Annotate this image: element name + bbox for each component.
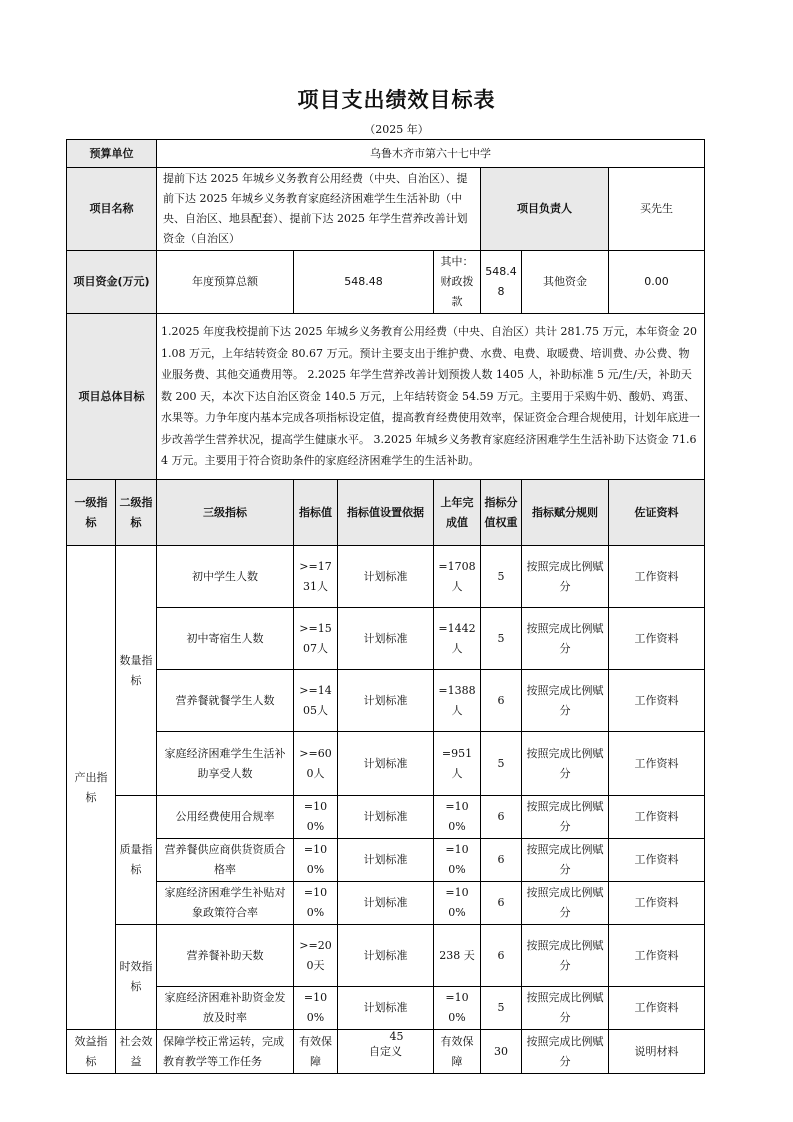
project-owner-label: 项目负责人 [481, 168, 609, 251]
header-weight: 指标分值权重 [481, 480, 522, 546]
indicator-name: 营养餐供应商供货资质合格率 [157, 839, 294, 882]
indicator-last: 238 天 [434, 925, 481, 987]
indicator-weight: 6 [481, 925, 522, 987]
indicator-rule: 按照完成比例赋分 [522, 546, 609, 608]
indicator-last: =1442人 [434, 608, 481, 670]
fiscal-allocation-value: 548.48 [481, 251, 522, 314]
performance-table [66, 139, 705, 1074]
indicator-target: >=1405人 [294, 670, 338, 732]
indicator-evidence: 工作资料 [609, 796, 705, 839]
group-quality: 质量指标 [116, 796, 157, 925]
indicator-last: =100% [434, 839, 481, 882]
project-name-value: 提前下达 2025 年城乡义务教育公用经费（中央、自治区）、提前下达 2025 年城乡义务教育家庭经济困难学生生活补助（中央、自治区、地县配套）、提前下达 2025 年学生营养改善计划资金（自治区） [157, 168, 481, 251]
indicator-target: >=200天 [294, 925, 338, 987]
group-timeliness: 时效指标 [116, 925, 157, 1030]
indicator-basis: 计划标准 [338, 882, 434, 925]
indicator-evidence: 工作资料 [609, 882, 705, 925]
indicator-rule: 按照完成比例赋分 [522, 608, 609, 670]
indicator-weight: 6 [481, 839, 522, 882]
overall-goal-row [67, 314, 705, 480]
indicator-name: 保障学校正常运转，完成教育教学等工作任务 [157, 1030, 294, 1074]
indicator-basis: 计划标准 [338, 796, 434, 839]
indicator-last: =100% [434, 987, 481, 1030]
indicator-last: =100% [434, 796, 481, 839]
indicator-rule: 按照完成比例赋分 [522, 987, 609, 1030]
header-level2: 二级指标 [116, 480, 157, 546]
other-funds-value: 0.00 [609, 251, 705, 314]
indicator-target: >=1731人 [294, 546, 338, 608]
indicator-rule: 按照完成比例赋分 [522, 925, 609, 987]
budget-unit-label: 预算单位 [67, 140, 157, 168]
indicator-rule: 按照完成比例赋分 [522, 796, 609, 839]
table-row [67, 839, 705, 882]
indicator-evidence: 工作资料 [609, 670, 705, 732]
indicator-weight: 5 [481, 608, 522, 670]
project-name-label: 项目名称 [67, 168, 157, 251]
indicator-header-row [67, 480, 705, 546]
table-row [67, 670, 705, 732]
indicator-last: =1708人 [434, 546, 481, 608]
indicator-target: >=1507人 [294, 608, 338, 670]
indicator-target: 有效保障 [294, 1030, 338, 1074]
indicator-evidence: 工作资料 [609, 925, 705, 987]
page-number: 45 [389, 1030, 404, 1043]
indicator-weight: 5 [481, 987, 522, 1030]
indicator-rule: 按照完成比例赋分 [522, 839, 609, 882]
indicator-basis: 自定义 [338, 1030, 434, 1074]
indicator-last: =1388人 [434, 670, 481, 732]
indicator-basis: 计划标准 [338, 925, 434, 987]
indicator-name: 家庭经济困难补助资金发放及时率 [157, 987, 294, 1030]
group-quantity: 数量指标 [116, 546, 157, 796]
indicator-name: 家庭经济困难学生生活补助享受人数 [157, 732, 294, 796]
table-row [67, 882, 705, 925]
indicator-rule: 按照完成比例赋分 [522, 882, 609, 925]
indicator-basis: 计划标准 [338, 732, 434, 796]
indicator-target: =100% [294, 882, 338, 925]
fiscal-allocation-label: 其中：财政拨款 [434, 251, 481, 314]
indicator-name: 家庭经济困难学生补贴对象政策符合率 [157, 882, 294, 925]
indicator-weight: 30 [481, 1030, 522, 1074]
overall-goal-label: 项目总体目标 [67, 314, 157, 480]
indicator-last: =100% [434, 882, 481, 925]
header-level1: 一级指标 [67, 480, 116, 546]
indicator-weight: 6 [481, 796, 522, 839]
indicator-rule: 按照完成比例赋分 [522, 670, 609, 732]
table-row [67, 546, 705, 608]
indicator-weight: 6 [481, 670, 522, 732]
page-title: 项目支出绩效目标表 [297, 88, 496, 112]
table-row [67, 608, 705, 670]
table-row [67, 987, 705, 1030]
indicator-name: 初中学生人数 [157, 546, 294, 608]
indicator-basis: 计划标准 [338, 987, 434, 1030]
indicator-target: =100% [294, 839, 338, 882]
group-benefit: 效益指标 [67, 1030, 116, 1074]
indicator-evidence: 工作资料 [609, 608, 705, 670]
group-output: 产出指标 [67, 546, 116, 1030]
indicator-target: =100% [294, 796, 338, 839]
year-label: （2025 年） [364, 123, 429, 136]
indicator-name: 公用经费使用合规率 [157, 796, 294, 839]
indicator-weight: 6 [481, 882, 522, 925]
table-row [67, 925, 705, 987]
overall-goal-text: 1.2025 年度我校提前下达 2025 年城乡义务教育公用经费（中央、自治区）共计 281.75 万元，本年资金 201.08 万元，上年结转资金 80.67 万元。预计主要支出于维护费、水费、电费、取暖费、培训费、办公费、物业服务费、其他交通费用等。 2.2025 年学生营养改善计划预拨人数 1405 人，补助标准 5 元/生/天，补助天数 200 天，本次下达自治区资金 140.5 万元，上年结转资金 54.59 万元。主要用于采购牛奶、酸奶、鸡蛋、水果等。力争年度内基本完成各项指标设定值，提高教育经费使用效率，保证资金合理合规使用，计划年底进一步改善学生营养状况，提高学生健康水平。 3.2025 年城乡义务教育家庭经济困难学生生活补助下达资金 71.64 万元。主要用于符合资助条件的家庭经济困难学生的生活补助。 [157, 314, 705, 480]
indicator-name: 营养餐就餐学生人数 [157, 670, 294, 732]
indicator-basis: 计划标准 [338, 608, 434, 670]
indicator-rule: 按照完成比例赋分 [522, 732, 609, 796]
other-funds-label: 其他资金 [522, 251, 609, 314]
indicator-evidence: 工作资料 [609, 732, 705, 796]
group-social: 社会效益 [116, 1030, 157, 1074]
indicator-rule: 按照完成比例赋分 [522, 1030, 609, 1074]
header-last-year: 上年完成值 [434, 480, 481, 546]
indicator-evidence: 工作资料 [609, 546, 705, 608]
header-target: 指标值 [294, 480, 338, 546]
indicator-weight: 5 [481, 546, 522, 608]
table-row [67, 732, 705, 796]
header-level3: 三级指标 [157, 480, 294, 546]
indicator-name: 营养餐补助天数 [157, 925, 294, 987]
project-funds-label: 项目资金(万元) [67, 251, 157, 314]
table-row [67, 796, 705, 839]
header-evidence: 佐证资料 [609, 480, 705, 546]
indicator-last: =951人 [434, 732, 481, 796]
indicator-evidence: 工作资料 [609, 839, 705, 882]
indicator-basis: 计划标准 [338, 546, 434, 608]
indicator-name: 初中寄宿生人数 [157, 608, 294, 670]
project-funds-row [67, 251, 705, 314]
project-name-row [67, 168, 705, 251]
budget-unit-value: 乌鲁木齐市第六十七中学 [157, 140, 705, 168]
indicator-weight: 5 [481, 732, 522, 796]
indicator-last: 有效保障 [434, 1030, 481, 1074]
indicator-evidence: 说明材料 [609, 1030, 705, 1074]
indicator-basis: 计划标准 [338, 670, 434, 732]
indicator-target: =100% [294, 987, 338, 1030]
indicator-target: >=600人 [294, 732, 338, 796]
annual-budget-value: 548.48 [294, 251, 434, 314]
indicator-basis: 计划标准 [338, 839, 434, 882]
header-basis: 指标值设置依据 [338, 480, 434, 546]
annual-budget-label: 年度预算总额 [157, 251, 294, 314]
indicator-evidence: 工作资料 [609, 987, 705, 1030]
project-owner-value: 买先生 [609, 168, 705, 251]
header-rule: 指标赋分规则 [522, 480, 609, 546]
budget-unit-row [67, 140, 705, 168]
